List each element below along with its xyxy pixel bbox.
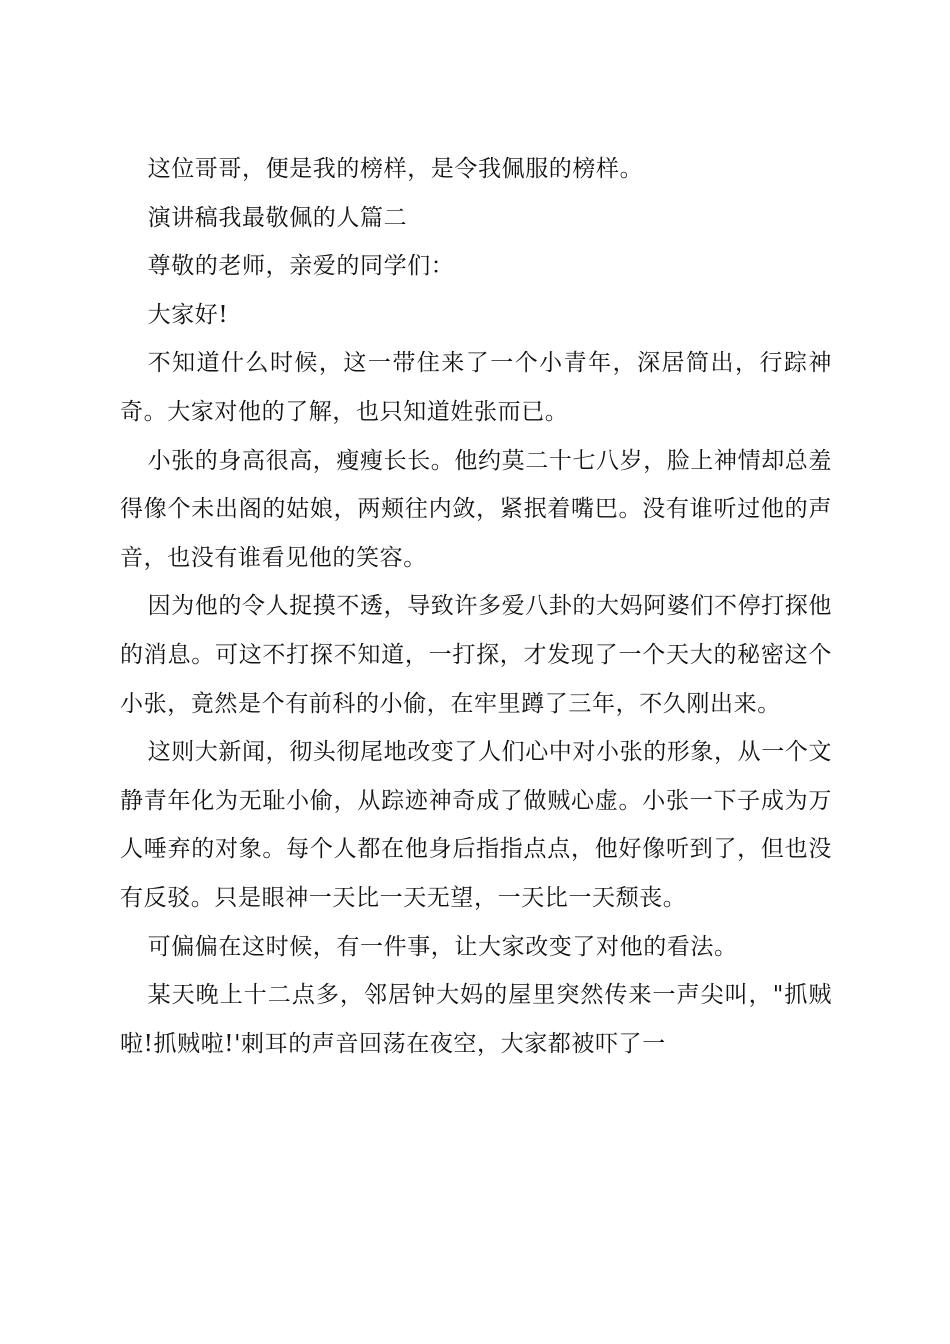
paragraph: 小张的身高很高，瘦瘦长长。他约莫二十七八岁，脸上神情却总羞得像个未出阁的姑娘，两颊往内敛，紧抿着嘴巴。没有谁听过他的声音，也没有谁看见他的笑容。 bbox=[120, 447, 832, 571]
paragraph: 可偏偏在这时候，有一件事，让大家改变了对他的看法。 bbox=[147, 933, 738, 960]
greeting: 大家好! bbox=[147, 301, 229, 328]
salutation: 尊敬的老师，亲爱的同学们： bbox=[147, 253, 455, 280]
paragraph: 这则大新闻，彻头彻尾地改变了人们心中对小张的形象，从一个文静青年化为无耻小偷，从踪迹神奇成了做贼心虚。小张一下子成为万人唾弃的对象。每个人都在他身后指指点点，他好像听到了，但也没有反驳。只是眼神一天比一天无望，一天比一天颓丧。 bbox=[120, 739, 832, 911]
paragraph: 因为他的令人捉摸不透，导致许多爱八卦的大妈阿婆们不停打探他的消息。可这不打探不知道，一打探，才发现了一个天大的秘密这个小张，竟然是个有前科的小偷，在牢里蹲了三年，不久刚出来。 bbox=[120, 593, 832, 717]
section-title: 演讲稿我最敬佩的人篇二 bbox=[147, 204, 408, 231]
paragraph: 这位哥哥，便是我的榜样，是令我佩服的榜样。 bbox=[147, 156, 644, 182]
paragraph: 不知道什么时候，这一带住来了一个小青年，深居简出，行踪神奇。大家对他的了解，也只知道姓张而已。 bbox=[120, 350, 832, 425]
paragraph: 某天晚上十二点多，邻居钟大妈的屋里突然传来一声尖叫，"抓贼啦!抓贼啦!'刺耳的声音回荡在夜空，大家都被吓了一 bbox=[120, 982, 832, 1057]
document-body bbox=[120, 145, 832, 1068]
